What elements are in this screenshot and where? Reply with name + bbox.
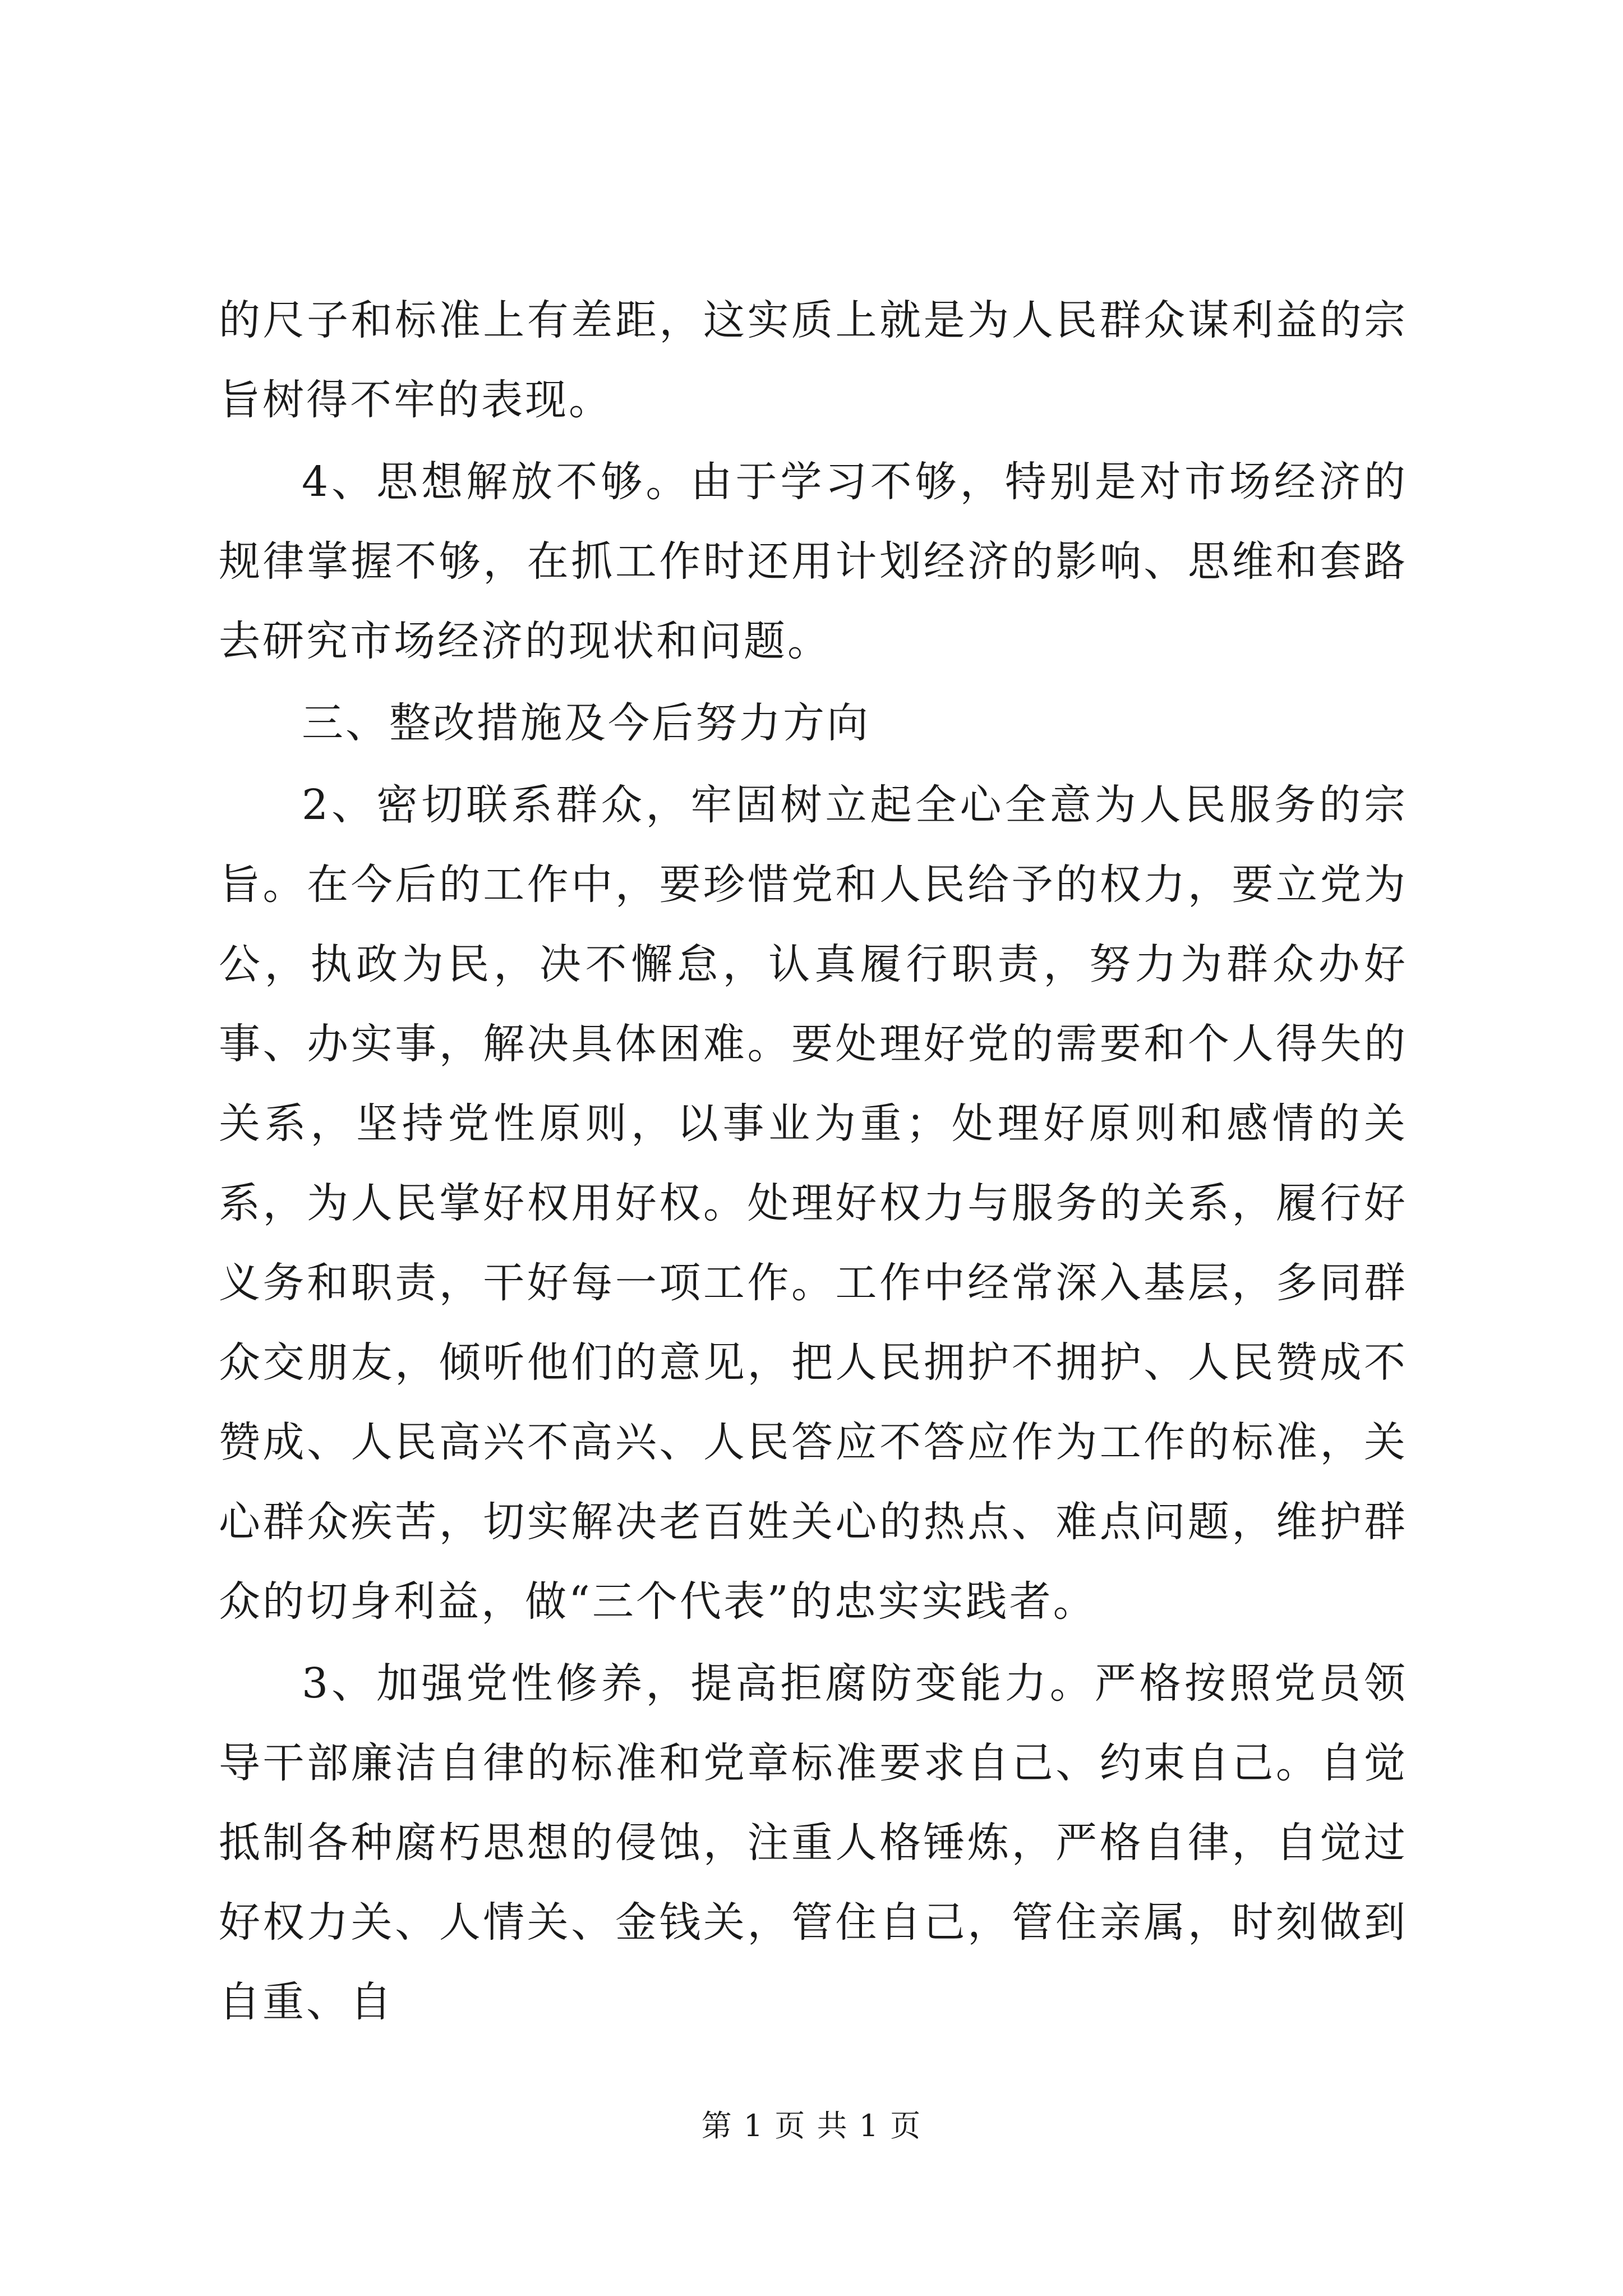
page-footer: 第 1 页 共 1 页 [701,2108,922,2143]
paragraph-item-4: 4、思想解放不够。由于学习不够，特别是对市场经济的规律掌握不够，在抓工作时还用计划经济的影响、思维和套路去研究市场经济的现状和问题。 [219,458,1408,665]
paragraph-item-3: 3、加强党性修养，提高拒腐防变能力。严格按照党员领导干部廉洁自律的标准和党章标准要求自己、约束自己。自觉抵制各种腐朽思想的侵蚀，注重人格锤炼，严格自律，自觉过好权力关、人情关、金钱关，管住自己，管住亲属，时刻做到自重、自 [219,1659,1408,2026]
document-body [219,280,1408,2042]
section-heading: 三、整改措施及今后努力方向 [302,699,870,747]
paragraph-item-2: 2、密切联系群众，牢固树立起全心全意为人民服务的宗旨。在今后的工作中，要珍惜党和人民给予的权力，要立党为公，执政为民，决不懈怠，认真履行职责，努力为群众办好事、办实事，解决具体困难。要处理好党的需要和个人得失的关系，坚持党性原则，以事业为重；处理好原则和感情的关系，为人民掌好权用好权。处理好权力与服务的关系，履行好义务和职责，干好每一项工作。工作中经常深入基层，多同群众交朋友，倾听他们的意见，把人民拥护不拥护、人民赞成不赞成、人民高兴不高兴、人民答应不答应作为工作的标准，关心群众疾苦，切实解决老百姓关心的热点、难点问题，维护群众的切身利益，做“三个代表”的忠实实践者。 [219,781,1408,1626]
paragraph-continuation: 的尺子和标准上有差距，这实质上就是为人民群众谋利益的宗旨树得不牢的表现。 [219,296,1408,424]
